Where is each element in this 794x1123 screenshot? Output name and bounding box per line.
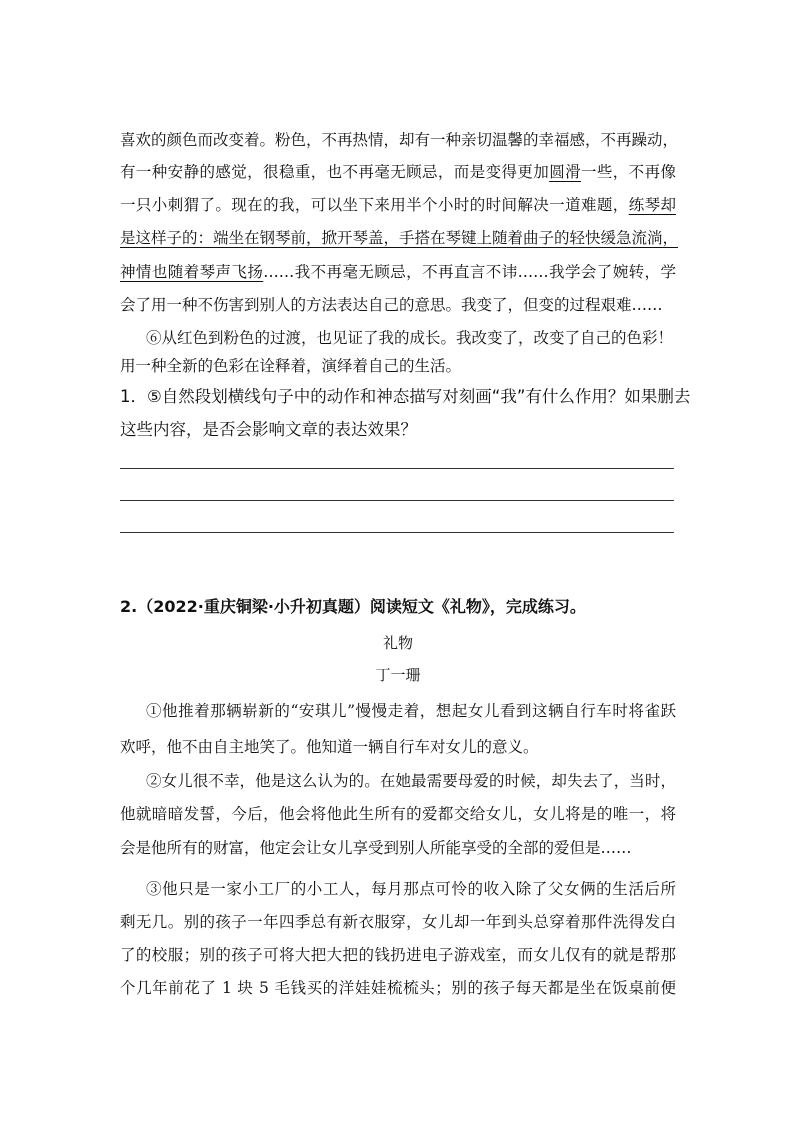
passage-line xyxy=(120,260,676,284)
question-2-heading: 2.（2022·重庆铜梁·小升初真题）阅读短文《礼物》，完成练习。 xyxy=(120,597,586,616)
passage-author: 丁一珊 xyxy=(375,666,421,684)
paragraph-6-line: 用一种全新的色彩在诠释着，演绎着自己的生活。 xyxy=(120,357,462,375)
paragraph-2-line: 他就暗暗发誓，今后，他会将他此生所有的爱都交给女儿，女儿将是的唯一，将 xyxy=(120,805,676,823)
paragraph-3-line: 剩无几。别的孩子一年四季总有新衣服穿，女儿却一年到头总穿着那件洗得发白 xyxy=(120,913,676,931)
question-1-text: 这些内容，是否会影响文章的表达效果？ xyxy=(120,420,417,439)
passage-title: 礼物 xyxy=(382,634,413,652)
answer-line[interactable] xyxy=(120,500,674,501)
paragraph-2-line: 会是他所有的财富，他定会让女儿享受到别人所能享受的全部的爱但是…… xyxy=(120,839,632,857)
passage-line: 会了用一种不伤害到别人的方法表达自己的意思。我变了，但变的过程艰难…… xyxy=(120,296,663,314)
paragraph-6-line: ⑥从红色到粉色的过渡，也见证了我的成长。我改变了，改变了自己的色彩！ xyxy=(146,329,674,347)
answer-line[interactable] xyxy=(120,532,674,533)
passage-text: ……我不再毫无顾忌，不再直言不讳……我学会了婉转，学 xyxy=(263,263,676,281)
passage-line: 喜欢的颜色而改变着。粉色，不再热情，却有一种亲切温馨的幸福感，不再躁动， xyxy=(120,131,679,149)
underlined-sentence: 是这样子的：端坐在钢琴前，掀开琴盖，手搭在琴键上随着曲子的轻快缓急流淌， xyxy=(120,229,679,247)
paragraph-3-line: ③他只是一家小工厂的小工人，每月那点可怜的收入除了父女俩的生活后所 xyxy=(146,880,676,898)
paragraph-3-line: 个几年前花了 1 块 5 毛钱买的洋娃娃梳梳头；别的孩子每天都是坐在饭桌前便 xyxy=(120,979,676,997)
underlined-word: 圆滑 xyxy=(549,163,581,181)
passage-line xyxy=(120,193,676,217)
answer-line[interactable] xyxy=(120,468,674,469)
question-1-text: 1．⑤自然段划横线句子中的动作和神态描写对刻画“我”有什么作用？如果删去 xyxy=(120,387,691,406)
paragraph-3-line: 了的校服；别的孩子可将大把大把的钱扔进电子游戏室，而女儿仅有的就是帮那 xyxy=(120,946,676,964)
paragraph-1-line: ①他推着那辆崭新的“安琪儿”慢慢走着，想起女儿看到这辆自行车时将雀跃 xyxy=(146,702,676,720)
passage-line xyxy=(120,160,676,184)
paragraph-2-line: ②女儿很不幸，他是这么认为的。在她最需要母爱的时候，却失去了，当时， xyxy=(146,772,676,790)
passage-text: 有一种安静的感觉，很稳重，也不再毫无顾忌，而是变得更加 xyxy=(120,163,550,181)
passage-text: 一些，不再像 xyxy=(580,163,676,181)
passage-text: 一只小刺猬了。现在的我，可以坐下来用半个小时的时间解决一道难题， xyxy=(120,196,629,214)
paragraph-1-line: 欢呼，他不由自主地笑了。他知道一辆自行车对女儿的意义。 xyxy=(120,738,539,756)
underlined-sentence-start: 练琴却 xyxy=(628,196,676,214)
underlined-sentence-end: 神情也随着琴声飞扬 xyxy=(120,263,264,281)
